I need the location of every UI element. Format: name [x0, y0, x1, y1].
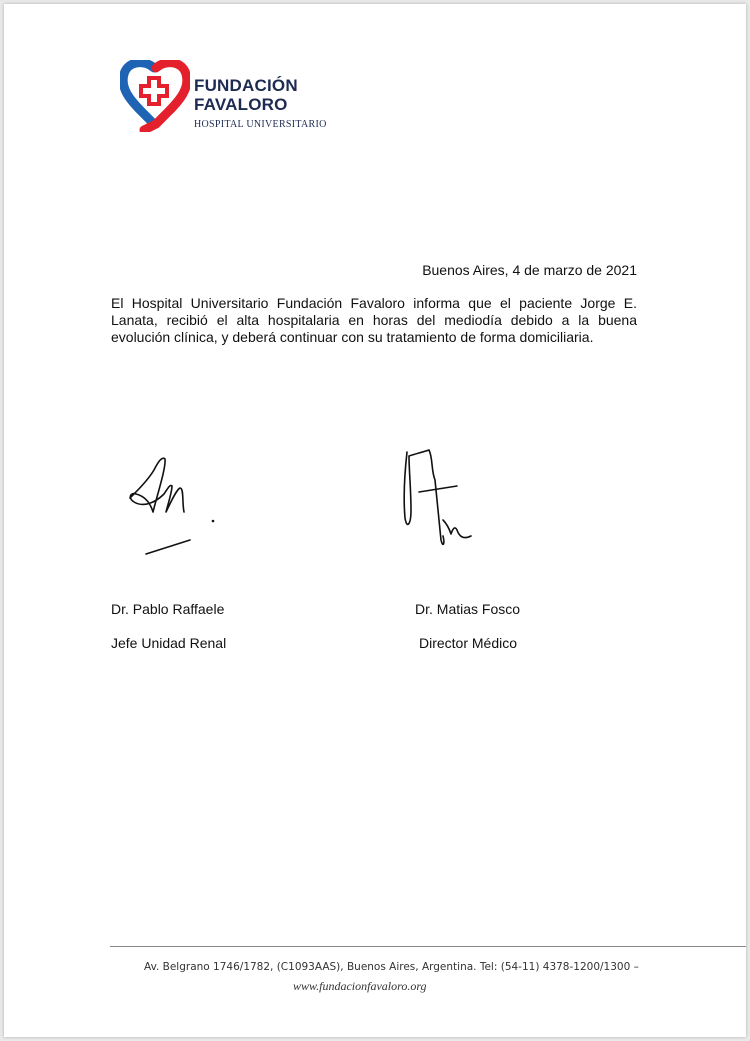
footer-website: www.fundacionfavaloro.org	[293, 979, 427, 993]
letter-body: El Hospital Universitario Fundación Favaloro informa que el paciente Jorge E. Lanata, recibió el alta hospitalaria en horas del mediodía debido a la buena evolución clínica, y deberá continuar con su tratamiento de forma domiciliaria.	[111, 295, 637, 345]
fundacion-favaloro-logo	[120, 60, 340, 140]
heart-cross-icon	[120, 60, 190, 132]
signature-raffaele	[120, 450, 230, 565]
signatory-2-title: Director Médico	[419, 635, 518, 651]
footer-address: Av. Belgrano 1746/1782, (C1093AAS), Buenos Aires, Argentina. Tel: (54-11) 4378-1200/1300 –	[144, 961, 639, 973]
logo-name-line1: FUNDACIÓN	[194, 76, 298, 95]
signatory-1-name: Dr. Pablo Raffaele	[111, 601, 225, 617]
footer-divider	[110, 946, 746, 947]
letter-date: Buenos Aires, 4 de marzo de 2021	[422, 262, 637, 278]
logo-name-line2: FAVALORO	[194, 95, 288, 114]
signatory-1-title: Jefe Unidad Renal	[111, 635, 227, 651]
logo-name	[194, 76, 298, 114]
logo-subtitle: HOSPITAL UNIVERSITARIO	[194, 119, 327, 130]
signatory-2-name: Dr. Matias Fosco	[415, 601, 521, 617]
letter-page	[4, 4, 746, 1037]
signature-fosco	[395, 440, 485, 555]
